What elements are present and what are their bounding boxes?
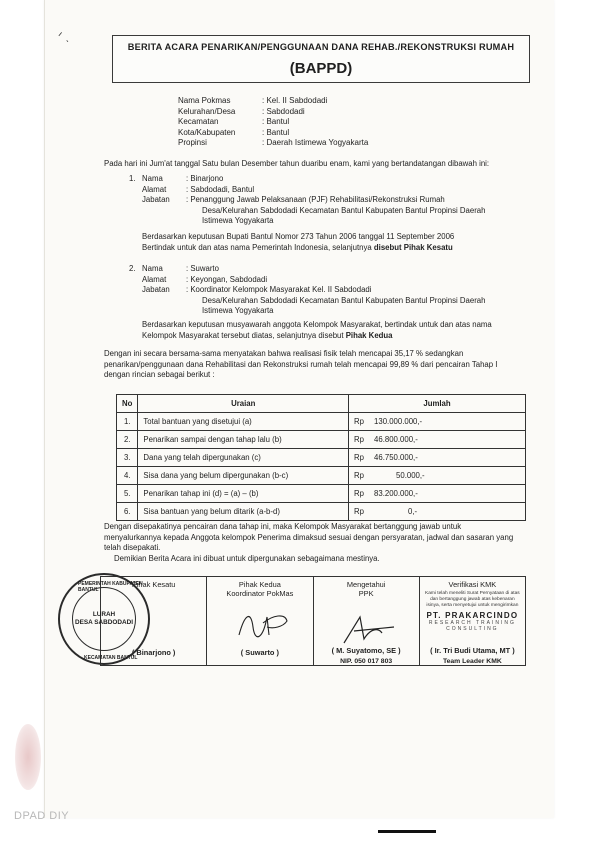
party1-row <box>142 195 485 206</box>
signature-role: Verifikasi KMK <box>448 580 497 589</box>
table-row <box>117 485 526 503</box>
kmk-company-subtitle: RESEARCH TRAINING CONSULTING <box>428 620 516 632</box>
agreement-line: Demikian Berita Acara ini dibuat untuk dipergunakan sebagaimana mestinya. <box>114 553 380 563</box>
cell-no: 1. <box>117 413 138 431</box>
table-row <box>117 413 526 431</box>
signature-role: Mengetahui <box>346 580 386 589</box>
party1-acting <box>142 243 453 254</box>
party1-continuation: Istimewa Yogyakarta <box>202 216 274 226</box>
currency-label: Rp <box>354 453 364 462</box>
party1-continuation: Desa/Kelurahan Sabdodadi Kecamatan Bantul Kabupaten Bantul Propinsi Daerah <box>202 205 486 215</box>
party2-continuation: Istimewa Yogyakarta <box>202 306 274 316</box>
party2-basis: Berdasarkan keputusan musyawarah anggota Kelompok Masyarakat, bertindak untuk dan atas nama <box>142 320 492 329</box>
signature-name: ( Suwarto ) <box>240 648 279 657</box>
party1-basis: Berdasarkan keputusan Bupati Bantul Nomor 273 Tahun 2006 tanggal 11 September 2006 <box>142 232 455 241</box>
identity-key: Kecamatan <box>178 117 219 127</box>
party2-row <box>142 264 485 275</box>
party1-block <box>142 174 485 227</box>
party1-key: Jabatan <box>142 195 170 205</box>
currency-label: Rp <box>354 435 364 444</box>
cell-jumlah <box>349 449 526 467</box>
footer-bar <box>378 830 436 833</box>
column-header-jumlah: Jumlah <box>349 395 526 413</box>
amount-value: 83.200.000,- <box>374 489 418 498</box>
party2-continuation: Desa/Kelurahan Sabdodadi Kecamatan Bantul Kabupaten Bantul Propinsi Daerah <box>202 295 486 305</box>
seal-rim-top: PEMERINTAH KABUPATEN BANTUL <box>78 581 143 593</box>
cell-uraian: Total bantuan yang disetujui (a) <box>138 413 349 431</box>
table-row <box>117 503 526 521</box>
identity-key: Kota/Kabupaten <box>178 127 236 137</box>
signature-table <box>100 576 526 666</box>
cell-no: 4. <box>117 467 138 485</box>
currency-label: Rp <box>354 507 364 516</box>
identity-row <box>178 138 368 149</box>
cell-uraian: Dana yang telah dipergunakan (c) <box>138 449 349 467</box>
signature-column-kmk <box>420 577 525 665</box>
handwritten-signature-icon <box>233 605 293 643</box>
cell-jumlah <box>349 503 526 521</box>
signature-role: Pihak Kesatu <box>131 580 176 589</box>
party2-basis-line2 <box>142 331 393 342</box>
seal-rim-bottom: KECAMATAN BANTUL <box>84 655 138 661</box>
party1-acting-text: Bertindak untuk dan atas nama Pemerintah Indonesia, selanjutnya <box>142 243 372 252</box>
currency-label: Rp <box>354 489 364 498</box>
currency-label: Rp <box>354 417 364 426</box>
party1-row <box>142 174 485 185</box>
party2-basis-bold: Pihak Kedua <box>345 331 393 340</box>
cell-no: 2. <box>117 431 138 449</box>
cell-uraian: Sisa bantuan yang belum ditarik (a-b-d) <box>138 503 349 521</box>
party1-key: Alamat <box>142 184 167 194</box>
party2-number: 2. <box>129 264 136 273</box>
signature-column-ppk <box>314 577 420 665</box>
document-title: BERITA ACARA PENARIKAN/PENGGUNAAN DANA REHAB./REKONSTRUKSI RUMAH <box>127 42 515 52</box>
kmk-verification-note: Kami telah meneliti Surat Pernyataan di atas dan bertanggung jawab atas kebenaran isinya, serta menyetujui untuk mengirimkan <box>425 591 520 608</box>
signature-name: ( M. Suyatomo, SE ) <box>331 646 401 655</box>
statement-paragraph <box>104 349 497 381</box>
document-subtitle: (BAPPD) <box>289 60 353 77</box>
table-header-row <box>117 395 526 413</box>
signature-role: Pihak Kedua <box>238 580 281 589</box>
official-seal-stamp <box>58 573 150 665</box>
seal-center <box>60 611 148 627</box>
cell-jumlah <box>349 485 526 503</box>
identity-value: : Sabdodadi <box>262 106 305 116</box>
table-row <box>117 467 526 485</box>
page-edge-stain <box>15 724 41 790</box>
agreement-line: Dengan disepakatinya pencairan dana tahap ini, maka Kelompok Masyarakat bertanggung jawab untuk <box>104 522 462 531</box>
amount-value: 46.800.000,- <box>374 435 418 444</box>
party1-value: : Binarjono <box>186 174 224 183</box>
watermark-footer: DPAD DIY <box>14 810 70 822</box>
identity-value: : Bantul <box>262 117 290 127</box>
identity-row <box>178 96 368 107</box>
corner-mark: ᐟ ˎ <box>58 31 70 43</box>
identity-row <box>178 117 368 128</box>
statement-line: penarikan/penggunaan dana Rehabilitasi dan Rekonstruksi rumah telah mencapai 99,89 % dari pencairan Tahap I <box>104 359 498 369</box>
identity-value: : Daerah Istimewa Yogyakarta <box>262 138 369 148</box>
handwritten-signature-icon <box>334 609 404 649</box>
party2-value: : Keyongan, Sabdodadi <box>186 274 268 284</box>
signature-subrole: PPK <box>358 589 374 598</box>
signature-name: ( Binarjono ) <box>131 648 176 657</box>
cell-no: 5. <box>117 485 138 503</box>
identity-key: Nama Pokmas <box>178 96 231 105</box>
seal-center-line: LURAH <box>92 611 116 618</box>
identity-row <box>178 128 368 139</box>
agreement-line: telah disepakati. <box>104 543 161 553</box>
party2-key: Nama <box>142 264 163 273</box>
identity-value: : Kel. II Sabdodadi <box>262 96 328 105</box>
identity-key: Kelurahan/Desa <box>178 106 236 116</box>
table-row <box>117 431 526 449</box>
signature-name: ( Ir. Tri Budi Utama, MT ) <box>430 646 515 655</box>
currency-label: Rp <box>354 471 364 480</box>
amount-value: 50.000,- <box>396 471 425 480</box>
party2-key: Jabatan <box>142 285 170 295</box>
party1-number: 1. <box>129 174 136 183</box>
signature-subrole: Koordinator PokMas <box>226 589 294 598</box>
party2-block <box>142 264 485 317</box>
kmk-company-stamp: PT. PRAKARCINDO <box>426 611 519 620</box>
seal-center-line: DESA SABDODADI <box>75 619 133 626</box>
rincian-table <box>116 394 526 521</box>
cell-jumlah <box>349 467 526 485</box>
agreement-paragraph <box>104 522 513 564</box>
identity-row <box>178 107 368 118</box>
party2-basis-text: Kelompok Masyarakat tersebut diatas, selanjutnya disebut <box>142 331 344 340</box>
party1-key: Nama <box>142 174 163 183</box>
signature-column-pihak-kedua <box>207 577 313 665</box>
party2-row <box>142 275 485 286</box>
party2-key: Alamat <box>142 274 167 284</box>
statement-line: Dengan ini secara bersama-sama menyatakan bahwa realisasi fisik telah mencapai 35,17 % sedangkan <box>104 349 464 358</box>
party1-value: : Sabdodadi, Bantul <box>186 184 255 194</box>
signature-position: Team Leader KMK <box>442 658 502 665</box>
amount-value: 46.750.000,- <box>374 453 418 462</box>
party2-value: : Suwarto <box>186 264 219 273</box>
identity-value: : Bantul <box>262 127 290 137</box>
identity-key: Propinsi <box>178 138 207 148</box>
title-box <box>112 35 530 83</box>
agreement-line: menyalurkannya kepada Anggota kelompok Penerima dimaksud sesuai dengan persyaratan, jadwal dan sasaran yang <box>104 532 514 542</box>
statement-line: dengan rincian sebagai berikut : <box>104 370 215 380</box>
cell-uraian: Penarikan sampai dengan tahap lalu (b) <box>138 431 349 449</box>
identity-block <box>178 96 368 149</box>
column-header-uraian: Uraian <box>138 395 349 413</box>
amount-value: 130.000.000,- <box>374 417 423 426</box>
cell-no: 3. <box>117 449 138 467</box>
cell-jumlah <box>349 413 526 431</box>
intro-paragraph: Pada hari ini Jum'at tanggal Satu bulan Desember tahun duaribu enam, kami yang bertandatangan dibawah ini: <box>104 159 490 168</box>
cell-no: 6. <box>117 503 138 521</box>
cell-uraian: Penarikan tahap ini (d) = (a) – (b) <box>138 485 349 503</box>
amount-value: 0,- <box>408 507 418 516</box>
signature-nip: NIP. 050 017 803 <box>340 658 393 665</box>
table-row <box>117 449 526 467</box>
column-header-no: No <box>117 395 138 413</box>
party2-value: : Koordinator Kelompok Masyarakat Kel. II Sabdodadi <box>186 285 372 295</box>
cell-uraian: Sisa dana yang belum dipergunakan (b-c) <box>138 467 349 485</box>
party1-value: : Penanggung Jawab Pelaksanaan (PJF) Rehabilitasi/Rekonstruksi Rumah <box>186 195 445 205</box>
party1-row <box>142 185 485 196</box>
party2-row <box>142 285 485 296</box>
cell-jumlah <box>349 431 526 449</box>
party1-acting-bold: disebut Pihak Kesatu <box>373 243 453 252</box>
